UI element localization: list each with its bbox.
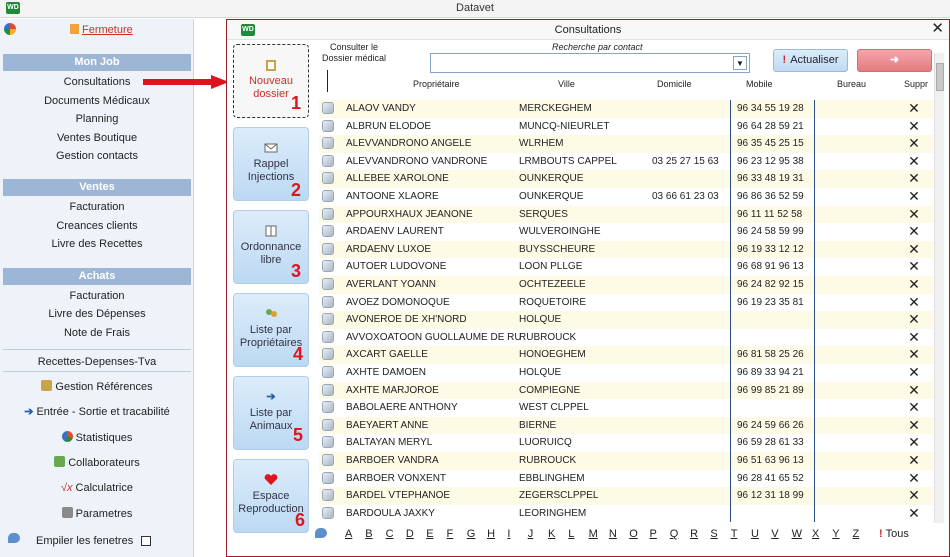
city: ZEGERSCLPPEL — [519, 490, 599, 502]
delete-icon[interactable]: ✕ — [908, 504, 920, 521]
section-header-mon-job: Mon Job — [3, 54, 191, 71]
owner-name: AXHTE DAMOEN — [346, 367, 427, 378]
city: WULVEROINGHE — [519, 226, 601, 238]
mobile-phone: 96 19 33 12 12 — [737, 243, 804, 255]
phone-icon[interactable] — [322, 208, 334, 220]
owner-name: BARDOULA JAXKY — [346, 507, 435, 519]
col-suppr: Suppr — [904, 79, 929, 89]
mobile-phone: 96 86 36 52 59 — [737, 191, 804, 202]
delete-icon[interactable]: ✕ — [908, 258, 920, 275]
col-bureau: Bureau — [837, 79, 867, 89]
exclamation-icon: ! — [879, 528, 883, 540]
menu-statistiques[interactable] — [0, 431, 194, 444]
delete-icon[interactable]: ✕ — [908, 328, 920, 345]
mobile-phone: 96 89 33 94 21 — [737, 367, 804, 378]
owner-name: AVERLANT YOANN — [346, 279, 437, 290]
mobile-phone: 96 35 45 25 15 — [737, 138, 804, 150]
table-row[interactable] — [319, 135, 933, 153]
button-label: Rappel — [253, 158, 289, 170]
owner-name: ALEVVANDRONO ANGELE — [346, 138, 472, 150]
owner-name: AXHTE MARJOROE — [346, 384, 439, 396]
phone-icon[interactable] — [322, 155, 334, 167]
tous-link[interactable] — [879, 528, 909, 540]
city: EBBLINGHEM — [519, 472, 585, 484]
title-bar — [0, 0, 950, 18]
mobile-phone: 96 28 41 65 52 — [737, 472, 804, 484]
city: MERCKEGHEM — [519, 103, 592, 114]
badge-number-5: 5 — [293, 425, 304, 445]
menu-note-de-frais[interactable]: Note de Frais — [63, 327, 131, 339]
alphabet-letter[interactable]: D — [405, 528, 414, 540]
phone-icon[interactable] — [322, 120, 334, 132]
delete-icon[interactable]: ✕ — [908, 293, 920, 310]
phone-icon[interactable] — [322, 348, 334, 360]
fermeture-label: Fermeture — [82, 24, 133, 36]
delete-icon[interactable]: ✕ — [908, 469, 920, 486]
menu-recettes-depenses-tva[interactable]: Recettes-Depenses-Tva — [37, 356, 157, 368]
city: HOLQUE — [519, 367, 562, 378]
alphabet-letter[interactable]: S — [710, 528, 718, 540]
city: LUORUICQ — [519, 437, 572, 449]
city: LRMBOUTS CAPPEL — [519, 155, 617, 167]
menu-label: Gestion Références — [55, 381, 153, 393]
consult-label-line: Dossier médical — [321, 53, 387, 63]
badge-number-3: 3 — [291, 261, 302, 281]
wrench-icon — [41, 380, 52, 391]
delete-icon[interactable]: ✕ — [908, 276, 920, 292]
phone-icon[interactable] — [322, 260, 334, 272]
button-label: libre — [260, 254, 282, 266]
table-row[interactable] — [319, 258, 933, 276]
city: OUNKERQUE — [519, 191, 584, 202]
consult-label-line: Consulter le — [329, 42, 379, 52]
table-row[interactable] — [319, 399, 933, 417]
city: MUNCQ-NIEURLET — [519, 120, 610, 132]
phone-icon[interactable] — [322, 243, 334, 255]
table-row[interactable] — [319, 100, 933, 118]
table-row[interactable] — [319, 206, 933, 224]
tous-label: Tous — [885, 528, 909, 540]
city: WEST CLPPEL — [519, 402, 589, 414]
button-label: dossier — [253, 88, 289, 100]
clipboard-icon — [264, 59, 278, 71]
divider — [3, 349, 191, 350]
button-label: Ordonnance — [240, 241, 302, 253]
menu-livre-depenses[interactable]: Livre des Dépenses — [48, 308, 146, 320]
alphabet-letter[interactable]: K — [548, 528, 556, 540]
mobile-phone: 96 12 31 18 99 — [737, 490, 804, 502]
divider — [3, 371, 191, 372]
menu-entree-sortie[interactable] — [0, 405, 194, 418]
table-row[interactable] — [319, 276, 933, 294]
owner-name: AVOEZ DOMONOQUE — [346, 296, 450, 308]
city: LEORINGHEM — [519, 507, 587, 519]
button-label: Reproduction — [238, 503, 304, 515]
delete-icon[interactable]: ✕ — [908, 311, 920, 328]
city: SERQUES — [519, 208, 568, 220]
chat-bubble-icon — [8, 533, 20, 543]
alphabet-letter[interactable]: I — [507, 528, 511, 540]
phone-icon[interactable] — [322, 137, 334, 149]
phone-icon[interactable] — [322, 507, 334, 519]
phone-icon[interactable] — [322, 419, 334, 431]
red-arrow-icon — [143, 75, 229, 89]
mobile-phone: 96 64 28 59 21 — [737, 120, 804, 132]
app-logo-icon: WD — [6, 2, 20, 14]
vertical-scrollbar[interactable] — [934, 53, 944, 523]
badge-number-1: 1 — [291, 93, 302, 113]
owner-name: ARDAENV LUXOE — [346, 243, 432, 255]
table-row[interactable] — [319, 487, 933, 505]
phone-icon[interactable] — [322, 401, 334, 413]
table-row[interactable] — [319, 452, 933, 470]
phone-icon[interactable] — [322, 172, 334, 184]
owner-name: ALLEBEE XAROLONE — [346, 173, 449, 185]
delete-icon[interactable]: ✕ — [908, 188, 920, 204]
consult-indicator — [327, 70, 328, 92]
table-row[interactable] — [319, 223, 933, 241]
table-row[interactable] — [319, 311, 933, 329]
consultations-window — [226, 19, 950, 557]
delete-icon[interactable]: ✕ — [908, 487, 920, 504]
home-phone: 03 66 61 23 03 — [652, 191, 719, 202]
section-header-ventes: Ventes — [3, 179, 191, 196]
menu-parametres[interactable] — [0, 507, 194, 520]
arrow-icon: ➔ — [266, 391, 276, 403]
consultations-header — [227, 20, 949, 40]
alphabet-letter[interactable]: E — [426, 528, 434, 540]
phone-icon[interactable] — [322, 102, 334, 114]
menu-calculatrice[interactable] — [0, 482, 194, 494]
phone-icon[interactable] — [322, 489, 334, 501]
owner-name: BARDEL VTEPHANOE — [346, 490, 451, 502]
phone-icon[interactable] — [322, 472, 334, 484]
delete-icon[interactable]: ✕ — [908, 117, 920, 134]
col-ville: Ville — [558, 79, 575, 89]
phone-icon[interactable] — [322, 454, 334, 466]
scroll-thumb[interactable] — [936, 63, 944, 91]
people-icon — [54, 456, 65, 467]
envelope-icon — [264, 142, 278, 154]
menu-gestion-references[interactable] — [0, 380, 194, 393]
mobile-phone: 96 33 48 19 31 — [737, 173, 804, 185]
mobile-phone: 96 24 59 66 26 — [737, 419, 804, 431]
alphabet-letter[interactable]: Y — [832, 528, 840, 540]
owner-name: AUTOER LUDOVONE — [346, 261, 447, 273]
table-row[interactable] — [319, 170, 933, 188]
document-icon — [264, 225, 278, 237]
chat-bubble-icon — [315, 528, 327, 538]
calculator-icon: √x — [60, 482, 73, 494]
color-wheel-icon — [4, 23, 16, 35]
delete-icon[interactable]: ✕ — [908, 223, 920, 240]
delete-icon[interactable]: ✕ — [908, 381, 920, 398]
city: RUBROUCK — [519, 455, 577, 466]
search-label: Recherche par contact — [552, 42, 643, 52]
delete-icon[interactable]: ✕ — [908, 205, 920, 222]
section-header-achats: Achats — [3, 268, 191, 285]
badge-number-4: 4 — [293, 344, 304, 364]
table-row[interactable] — [319, 153, 933, 171]
alphabet-letter[interactable]: P — [649, 528, 657, 540]
alphabet-letter[interactable]: G — [466, 528, 476, 540]
table-row[interactable] — [319, 382, 933, 400]
city: RUBROUCK — [519, 331, 577, 343]
window-logo-icon: WD — [241, 24, 255, 36]
owner-name: ALAOV VANDY — [346, 103, 416, 114]
table-row[interactable] — [319, 346, 933, 364]
owner-name: ALEVVANDRONO VANDRONE — [346, 155, 488, 167]
owner-name: APPOURXHAUX JEANONE — [346, 208, 473, 220]
column-divider — [730, 100, 731, 522]
phone-icon[interactable] — [322, 436, 334, 448]
alphabet-letter[interactable]: Z — [852, 528, 860, 540]
menu-consultations[interactable]: Consultations — [63, 76, 131, 88]
delete-icon[interactable]: ✕ — [908, 364, 920, 380]
home-phone: 03 25 27 15 63 — [652, 155, 719, 167]
alphabet-letter[interactable]: F — [446, 528, 454, 540]
alphabet-letter[interactable]: B — [365, 528, 373, 540]
button-label: Animaux — [249, 420, 293, 432]
mobile-phone: 96 51 63 96 13 — [737, 455, 804, 466]
alphabet-letter[interactable]: U — [751, 528, 759, 540]
menu-achats-facturation[interactable]: Facturation — [69, 290, 125, 302]
left-menu-panel — [0, 19, 194, 557]
delete-icon[interactable]: ✕ — [908, 399, 920, 416]
owner-name: ARDAENV LAURENT — [346, 226, 444, 238]
alphabet-letter[interactable]: L — [568, 528, 575, 540]
delete-icon[interactable]: ✕ — [908, 416, 920, 433]
consulter-dossier-label — [317, 42, 391, 64]
owner-name: BARBOER VONXENT — [346, 472, 447, 484]
menu-livre-recettes[interactable]: Livre des Recettes — [51, 238, 143, 250]
alphabet-letter[interactable]: C — [385, 528, 394, 540]
mobile-phone: 96 24 82 92 15 — [737, 279, 804, 290]
arrow-icon: ➔ — [24, 406, 34, 418]
column-divider — [814, 100, 815, 522]
owner-name: ALBRUN ELODOE — [346, 120, 432, 132]
button-label: Propriétaires — [239, 337, 303, 349]
mobile-phone: 96 23 12 95 38 — [737, 155, 804, 167]
city: HOLQUE — [519, 314, 562, 326]
phone-icon[interactable] — [322, 313, 334, 325]
delete-icon[interactable]: ✕ — [908, 452, 920, 468]
button-label: Injections — [247, 171, 295, 183]
phone-icon[interactable] — [322, 331, 334, 343]
col-proprietaire: Propriétaire — [413, 79, 460, 89]
table-row[interactable] — [319, 118, 933, 136]
city: OCHTEZEELE — [519, 279, 586, 290]
table-row[interactable] — [319, 417, 933, 435]
delete-icon[interactable]: ✕ — [908, 434, 920, 451]
alphabet-letter[interactable]: T — [730, 528, 738, 540]
alphabet-letter[interactable]: H — [487, 528, 496, 540]
menu-documents-medicaux[interactable]: Documents Médicaux — [44, 95, 150, 107]
mobile-phone: 96 19 23 35 81 — [737, 296, 804, 308]
col-mobile: Mobile — [746, 79, 773, 89]
menu-ventes-boutique[interactable]: Ventes Boutique — [56, 132, 138, 144]
owner-name: AVONEROE DE XH'NORD — [346, 314, 467, 326]
table-row[interactable] — [319, 188, 933, 206]
menu-collaborateurs[interactable] — [0, 456, 194, 469]
menu-label: Entrée - Sortie et tracabilité — [36, 406, 170, 418]
button-label: Liste par — [249, 407, 293, 419]
menu-planning[interactable]: Planning — [75, 113, 119, 125]
phone-icon[interactable] — [322, 190, 334, 202]
city: OUNKERQUE — [519, 173, 584, 185]
city: BUYSSCHEURE — [519, 243, 596, 255]
alphabet-letter[interactable]: R — [690, 528, 699, 540]
alphabet-letter[interactable]: M — [588, 528, 598, 540]
window-title: Datavet — [456, 2, 494, 14]
alphabet-letter[interactable]: J — [527, 528, 534, 540]
search-contact-combo[interactable] — [430, 53, 750, 73]
heart-icon — [264, 474, 278, 486]
button-label: Nouveau — [248, 75, 294, 87]
owners-icon — [264, 308, 278, 320]
tools-icon — [62, 507, 73, 518]
consultations-title: Consultations — [554, 24, 622, 36]
table-row[interactable] — [319, 294, 933, 312]
table-row[interactable] — [319, 434, 933, 452]
city: BIERNE — [519, 419, 557, 431]
menu-label: Calculatrice — [75, 482, 133, 494]
delete-icon[interactable]: ✕ — [908, 152, 920, 169]
empiler-checkbox[interactable] — [141, 536, 151, 546]
phone-icon[interactable] — [322, 296, 334, 308]
button-label: Espace — [252, 490, 290, 502]
phone-icon[interactable] — [322, 278, 334, 290]
alphabet-letter[interactable]: W — [791, 528, 802, 540]
table-row[interactable] — [319, 470, 933, 488]
col-domicile: Domicile — [657, 79, 692, 89]
phone-icon[interactable] — [322, 225, 334, 237]
owner-name: BABOLAERE ANTHONY — [346, 402, 458, 414]
city: LOON PLLGE — [519, 261, 583, 273]
menu-ventes-facturation[interactable]: Facturation — [69, 201, 125, 213]
actualiser-button[interactable] — [773, 49, 848, 72]
menu-label: Collaborateurs — [68, 457, 140, 469]
owner-name: AXCART GAELLE — [346, 349, 428, 361]
table-row[interactable] — [319, 329, 933, 347]
delete-icon[interactable]: ✕ — [908, 240, 920, 257]
menu-label: Statistiques — [75, 432, 133, 444]
mobile-phone: 96 81 58 25 26 — [737, 349, 804, 361]
city: HONOEGHEM — [519, 349, 586, 361]
owner-name: ANTOONE XLAORE — [346, 191, 439, 202]
alphabet-letter[interactable]: N — [608, 528, 617, 540]
door-icon — [70, 24, 79, 34]
owner-name: BARBOER VANDRA — [346, 455, 439, 466]
badge-number-2: 2 — [291, 180, 302, 200]
alphabet-letter[interactable]: Q — [669, 528, 679, 540]
alphabet-letter[interactable]: O — [629, 528, 638, 540]
mobile-phone: 96 24 58 59 99 — [737, 226, 804, 238]
phone-icon[interactable] — [322, 366, 334, 378]
delete-icon[interactable]: ✕ — [908, 170, 920, 187]
menu-creances-clients[interactable]: Creances clients — [56, 220, 138, 232]
pie-chart-icon — [62, 431, 73, 442]
phone-icon[interactable] — [322, 384, 334, 396]
alphabet-letter[interactable]: A — [345, 528, 353, 540]
mobile-phone: 96 99 85 21 89 — [737, 384, 804, 396]
alphabet-letter[interactable]: V — [771, 528, 779, 540]
table-row[interactable] — [319, 364, 933, 382]
close-icon[interactable]: ✕ — [931, 20, 944, 37]
city: COMPIEGNE — [519, 384, 581, 396]
delete-icon[interactable]: ✕ — [908, 346, 920, 363]
empiler-label: Empiler les fenetres — [36, 535, 134, 547]
contacts-table — [319, 100, 933, 522]
delete-icon[interactable]: ✕ — [908, 135, 920, 152]
mobile-phone: 96 34 55 19 28 — [737, 103, 804, 114]
owner-name: BALTAYAN MERYL — [346, 437, 433, 449]
city: ROQUETOIRE — [519, 296, 587, 308]
mobile-phone: 96 11 11 52 58 — [737, 208, 803, 220]
delete-icon[interactable]: ✕ — [908, 100, 920, 116]
badge-number-6: 6 — [295, 510, 306, 530]
menu-gestion-contacts[interactable]: Gestion contacts — [56, 150, 138, 162]
alphabet-letter[interactable]: X — [811, 528, 820, 540]
fermeture-link[interactable] — [70, 24, 133, 36]
button-label: Liste par — [249, 324, 293, 336]
exclamation-icon: ! — [782, 54, 787, 66]
menu-label: Parametres — [75, 508, 133, 520]
owner-name: AVVOXOATOON GUOLLAUME DE RU — [346, 331, 522, 343]
table-row[interactable] — [319, 241, 933, 259]
export-button[interactable] — [857, 49, 932, 72]
actualiser-label: Actualiser — [790, 54, 839, 66]
arrow-plus-icon: ➜ — [889, 54, 900, 66]
mobile-phone: 96 59 28 61 33 — [737, 437, 804, 449]
city: WLRHEM — [519, 138, 564, 150]
mobile-phone: 96 68 91 96 13 — [737, 261, 804, 273]
table-row[interactable] — [319, 505, 933, 522]
chevron-down-icon[interactable]: ▼ — [733, 56, 747, 70]
owner-name: BAEYAERT ANNE — [346, 419, 429, 431]
